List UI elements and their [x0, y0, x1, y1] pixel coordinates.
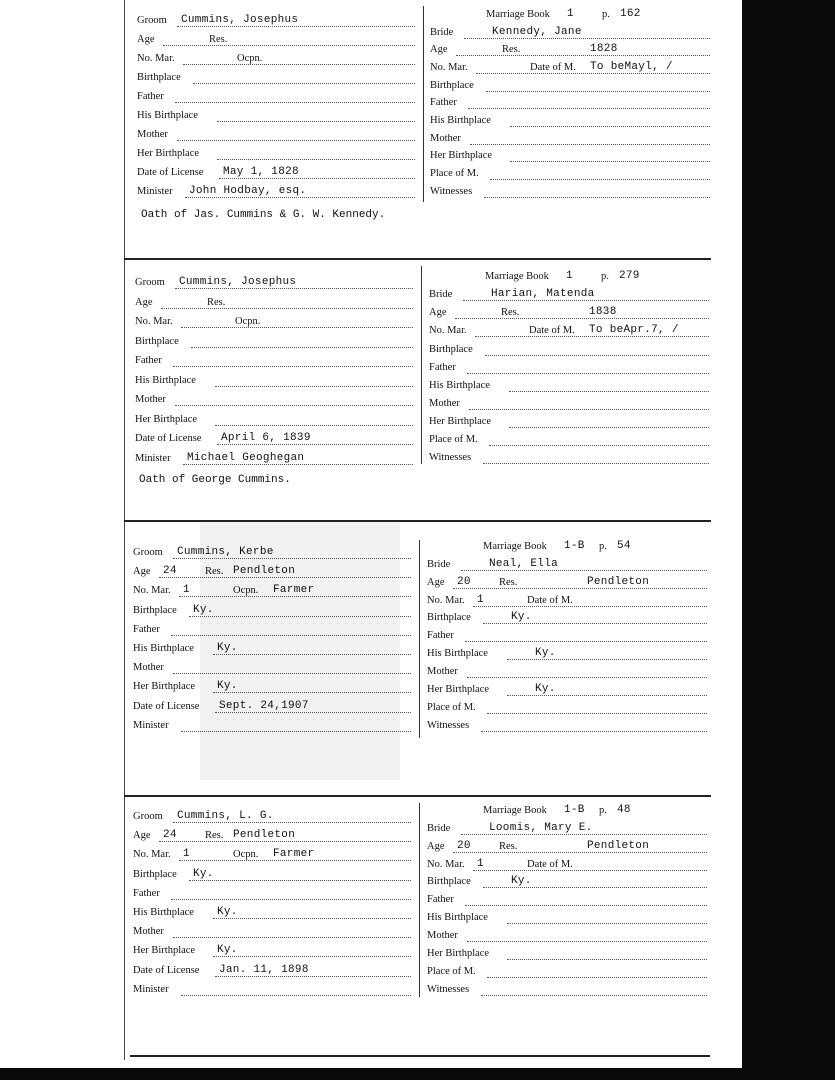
bride-value-bride-birthplace: Ky.	[511, 611, 532, 623]
bride-value-bride-her-birthplace: Ky.	[535, 683, 556, 695]
groom-fill-line	[217, 111, 415, 122]
bride-fill-line	[467, 931, 707, 942]
bride-label-mother: Mother	[427, 666, 458, 677]
bride-label-date-of-m: Date of M.	[529, 325, 575, 336]
bride-label-witnesses: Witnesses	[429, 452, 472, 463]
groom-fill-line	[163, 35, 415, 46]
marriage-book-number: 1	[566, 270, 573, 282]
bride-value-date-of-m: To beApr.7, /	[589, 324, 679, 336]
bride-label-no-mar: No. Mar.	[429, 325, 467, 336]
groom-fill-line	[181, 721, 411, 732]
bride-label-res: Res.	[502, 44, 521, 55]
groom-label-minister: Minister	[135, 453, 171, 464]
bride-fill-line	[473, 596, 707, 607]
groom-label-res: Res.	[205, 830, 224, 841]
groom-value-date-of-license: Sept. 24,1907	[219, 700, 309, 712]
bride-label-age: Age	[429, 307, 447, 318]
groom-value-groom-birthplace: Ky.	[193, 868, 214, 880]
groom-label-minister: Minister	[133, 720, 169, 731]
scan-dark-edge-right	[742, 0, 835, 1080]
bride-fill-line	[485, 345, 709, 356]
groom-value-groom-res: Pendleton	[233, 829, 296, 841]
page-number: 279	[619, 270, 640, 282]
groom-label-minister: Minister	[137, 186, 173, 197]
groom-fill-line	[171, 889, 411, 900]
groom-label-mother: Mother	[135, 394, 166, 405]
page-label: p.	[602, 9, 610, 20]
bride-value-bride-birthplace: Ky.	[511, 875, 532, 887]
groom-value-his-birthplace: Ky.	[217, 906, 238, 918]
bride-label-her-birthplace: Her Birthplace	[427, 948, 490, 959]
bride-fill-line	[453, 578, 707, 589]
bride-value-bride-res: Pendleton	[587, 576, 650, 588]
groom-fill-line	[177, 130, 415, 141]
groom-label-res: Res.	[207, 297, 226, 308]
bride-fill-line	[481, 721, 707, 732]
bride-label-witnesses: Witnesses	[427, 720, 470, 731]
groom-fill-line	[175, 92, 415, 103]
bride-label-date-of-m: Date of M.	[527, 595, 573, 606]
bride-label-birthplace: Birthplace	[427, 876, 471, 887]
groom-value-groom-age: 24	[163, 565, 177, 577]
bride-fill-line	[490, 169, 710, 180]
groom-label-his-birthplace: His Birthplace	[133, 907, 194, 918]
bride-label-her-birthplace: Her Birthplace	[427, 684, 490, 695]
bride-value-bride: Kennedy, Jane	[492, 26, 582, 38]
marriage-book-label: Marriage Book	[485, 271, 549, 282]
groom-label-minister: Minister	[133, 984, 169, 995]
bride-label-age: Age	[427, 577, 445, 588]
groom-value-groom-ocpn: Farmer	[273, 584, 315, 596]
bride-label-no-mar: No. Mar.	[427, 595, 465, 606]
bride-label-place-of-m: Place of M.	[429, 434, 478, 445]
bride-label-father: Father	[430, 97, 457, 108]
page-label: p.	[599, 805, 607, 816]
bride-label-res: Res.	[499, 841, 518, 852]
groom-label-his-birthplace: His Birthplace	[135, 375, 196, 386]
bride-label-no-mar: No. Mar.	[427, 859, 465, 870]
card-separator-1	[124, 258, 711, 260]
bride-label-birthplace: Birthplace	[429, 344, 473, 355]
bride-label-date-of-m: Date of M.	[530, 62, 576, 73]
groom-fill-line	[215, 415, 413, 426]
groom-label-res: Res.	[209, 34, 228, 45]
page-label: p.	[599, 541, 607, 552]
bride-fill-line	[483, 453, 709, 464]
page-label: p.	[601, 271, 609, 282]
groom-label-her-birthplace: Her Birthplace	[133, 681, 196, 692]
bride-value-bride-no-mar: 1	[477, 594, 484, 606]
groom-label-ocpn: Ocpn.	[233, 585, 259, 596]
groom-label-his-birthplace: His Birthplace	[137, 110, 198, 121]
groom-label-birthplace: Birthplace	[137, 72, 181, 83]
bride-fill-line	[467, 363, 709, 374]
groom-label-birthplace: Birthplace	[133, 869, 177, 880]
groom-label-age: Age	[137, 34, 155, 45]
groom-label-age: Age	[133, 830, 151, 841]
groom-label-her-birthplace: Her Birthplace	[135, 414, 198, 425]
groom-value-groom: Cummins, Josephus	[179, 276, 297, 288]
bride-label-mother: Mother	[427, 930, 458, 941]
groom-fill-line	[183, 54, 415, 65]
groom-label-groom: Groom	[135, 277, 165, 288]
groom-fill-line	[173, 927, 411, 938]
groom-fill-line	[173, 663, 411, 674]
groom-fill-line	[173, 356, 413, 367]
bride-fill-line	[465, 631, 707, 642]
marriage-book-label: Marriage Book	[483, 541, 547, 552]
groom-fill-line	[213, 644, 411, 655]
groom-value-date-of-license: Jan. 11, 1898	[219, 964, 309, 976]
groom-fill-line	[191, 337, 413, 348]
groom-label-his-birthplace: His Birthplace	[133, 643, 194, 654]
bride-fill-line	[509, 381, 709, 392]
groom-label-no-mar: No. Mar.	[137, 53, 175, 64]
groom-label-her-birthplace: Her Birthplace	[137, 148, 200, 159]
bride-fill-line	[465, 895, 707, 906]
oath-note: Oath of George Cummins.	[139, 474, 291, 486]
bride-fill-line	[484, 187, 710, 198]
bride-fill-line	[489, 435, 709, 446]
bride-label-res: Res.	[499, 577, 518, 588]
card-left-edge	[124, 0, 125, 1060]
scan-dark-edge-bottom	[0, 1068, 835, 1080]
groom-fill-line	[189, 606, 411, 617]
groom-value-groom-birthplace: Ky.	[193, 604, 214, 616]
bride-label-witnesses: Witnesses	[430, 186, 473, 197]
bride-label-his-birthplace: His Birthplace	[427, 912, 488, 923]
bride-label-no-mar: No. Mar.	[430, 62, 468, 73]
bride-label-place-of-m: Place of M.	[430, 168, 479, 179]
groom-fill-line	[213, 908, 411, 919]
bride-value-date-of-m: To beMayl, /	[590, 61, 673, 73]
card-separator-3	[124, 795, 711, 797]
groom-value-minister: John Hodbay, esq.	[189, 185, 307, 197]
groom-value-date-of-license: April 6, 1839	[221, 432, 311, 444]
oath-note: Oath of Jas. Cummins & G. W. Kennedy.	[141, 209, 386, 221]
marriage-book-number: 1-B	[564, 540, 585, 552]
bride-label-date-of-m: Date of M.	[527, 859, 573, 870]
groom-label-ocpn: Ocpn.	[235, 316, 261, 327]
bride-label-place-of-m: Place of M.	[427, 966, 476, 977]
bride-label-father: Father	[429, 362, 456, 373]
groom-label-ocpn: Ocpn.	[237, 53, 263, 64]
page-number: 54	[617, 540, 631, 552]
groom-label-mother: Mother	[137, 129, 168, 140]
groom-value-date-of-license: May 1, 1828	[223, 166, 299, 178]
groom-label-birthplace: Birthplace	[135, 336, 179, 347]
bride-label-birthplace: Birthplace	[427, 612, 471, 623]
groom-label-her-birthplace: Her Birthplace	[133, 945, 196, 956]
groom-label-date-of-license: Date of License	[135, 433, 202, 444]
bride-fill-line	[469, 399, 709, 410]
bride-fill-line	[468, 98, 710, 109]
groom-label-age: Age	[133, 566, 151, 577]
bride-fill-line	[470, 134, 710, 145]
marriage-book-number: 1	[567, 8, 574, 20]
bride-label-bride: Bride	[427, 823, 451, 834]
marriage-book-number: 1-B	[564, 804, 585, 816]
bride-label-res: Res.	[501, 307, 520, 318]
bride-value-bride-res: 1828	[590, 43, 618, 55]
groom-label-father: Father	[133, 624, 160, 635]
groom-label-groom: Groom	[133, 547, 163, 558]
bride-fill-line	[453, 842, 707, 853]
bride-value-bride: Neal, Ella	[489, 558, 559, 570]
bride-fill-line	[456, 45, 710, 56]
groom-label-date-of-license: Date of License	[133, 965, 200, 976]
groom-label-groom: Groom	[137, 15, 167, 26]
column-divider-3	[419, 540, 420, 738]
bride-label-his-birthplace: His Birthplace	[430, 115, 491, 126]
bride-value-bride-age: 20	[457, 576, 471, 588]
bride-label-father: Father	[427, 894, 454, 905]
bride-value-bride-his-birthplace: Ky.	[535, 647, 556, 659]
groom-value-her-birthplace: Ky.	[217, 680, 238, 692]
groom-label-no-mar: No. Mar.	[135, 316, 173, 327]
bride-fill-line	[481, 985, 707, 996]
bride-value-bride-res: 1838	[589, 306, 617, 318]
groom-fill-line	[171, 625, 411, 636]
bride-label-his-birthplace: His Birthplace	[427, 648, 488, 659]
marriage-book-label: Marriage Book	[486, 9, 550, 20]
groom-label-groom: Groom	[133, 811, 163, 822]
bride-value-bride-res: Pendleton	[587, 840, 650, 852]
groom-fill-line	[217, 149, 415, 160]
bride-label-mother: Mother	[429, 398, 460, 409]
groom-label-father: Father	[137, 91, 164, 102]
groom-value-groom-age: 24	[163, 829, 177, 841]
marriage-book-label: Marriage Book	[483, 805, 547, 816]
groom-fill-line	[215, 376, 413, 387]
card-separator-2	[124, 520, 711, 522]
bride-value-bride: Harian, Matenda	[491, 288, 595, 300]
bride-label-witnesses: Witnesses	[427, 984, 470, 995]
bride-label-his-birthplace: His Birthplace	[429, 380, 490, 391]
groom-fill-line	[189, 870, 411, 881]
column-divider-4	[419, 803, 420, 997]
groom-label-father: Father	[133, 888, 160, 899]
bride-label-age: Age	[430, 44, 448, 55]
bride-fill-line	[510, 116, 710, 127]
bride-label-age: Age	[427, 841, 445, 852]
groom-value-her-birthplace: Ky.	[217, 944, 238, 956]
groom-fill-line	[213, 682, 411, 693]
groom-value-groom-ocpn: Farmer	[273, 848, 315, 860]
groom-value-groom-res: Pendleton	[233, 565, 296, 577]
groom-fill-line	[161, 298, 413, 309]
groom-label-father: Father	[135, 355, 162, 366]
bride-label-father: Father	[427, 630, 454, 641]
groom-fill-line	[193, 73, 415, 84]
groom-fill-line	[175, 395, 413, 406]
groom-label-date-of-license: Date of License	[137, 167, 204, 178]
bride-label-bride: Bride	[429, 289, 453, 300]
groom-value-groom: Cummins, Kerbe	[177, 546, 274, 558]
column-divider-1	[423, 6, 424, 202]
groom-label-date-of-license: Date of License	[133, 701, 200, 712]
bride-label-birthplace: Birthplace	[430, 80, 474, 91]
bride-label-mother: Mother	[430, 133, 461, 144]
bride-fill-line	[486, 81, 710, 92]
bride-fill-line	[510, 151, 710, 162]
card-separator-4	[130, 1055, 710, 1057]
groom-value-groom-no-mar: 1	[183, 584, 190, 596]
bride-fill-line	[509, 417, 709, 428]
groom-label-ocpn: Ocpn.	[233, 849, 259, 860]
groom-label-mother: Mother	[133, 662, 164, 673]
groom-fill-line	[181, 317, 413, 328]
bride-value-bride: Loomis, Mary E.	[489, 822, 593, 834]
bride-label-bride: Bride	[427, 559, 451, 570]
column-divider-2	[421, 266, 422, 464]
groom-value-groom-no-mar: 1	[183, 848, 190, 860]
bride-fill-line	[487, 703, 707, 714]
groom-value-his-birthplace: Ky.	[217, 642, 238, 654]
bride-label-place-of-m: Place of M.	[427, 702, 476, 713]
bride-fill-line	[507, 949, 707, 960]
groom-label-birthplace: Birthplace	[133, 605, 177, 616]
groom-label-mother: Mother	[133, 926, 164, 937]
bride-label-bride: Bride	[430, 27, 454, 38]
bride-fill-line	[467, 667, 707, 678]
groom-fill-line	[181, 985, 411, 996]
groom-label-no-mar: No. Mar.	[133, 849, 171, 860]
groom-label-age: Age	[135, 297, 153, 308]
groom-value-minister: Michael Geoghegan	[187, 452, 305, 464]
groom-fill-line	[213, 946, 411, 957]
bride-value-bride-age: 20	[457, 840, 471, 852]
groom-label-res: Res.	[205, 566, 224, 577]
bride-fill-line	[473, 860, 707, 871]
bride-fill-line	[455, 308, 709, 319]
groom-label-no-mar: No. Mar.	[133, 585, 171, 596]
bride-fill-line	[507, 913, 707, 924]
bride-value-bride-no-mar: 1	[477, 858, 484, 870]
bride-fill-line	[487, 967, 707, 978]
bride-label-her-birthplace: Her Birthplace	[429, 416, 492, 427]
groom-value-groom: Cummins, L. G.	[177, 810, 274, 822]
bride-label-her-birthplace: Her Birthplace	[430, 150, 493, 161]
page-number: 48	[617, 804, 631, 816]
page-number: 162	[620, 8, 641, 20]
groom-value-groom: Cummins, Josephus	[181, 14, 299, 26]
